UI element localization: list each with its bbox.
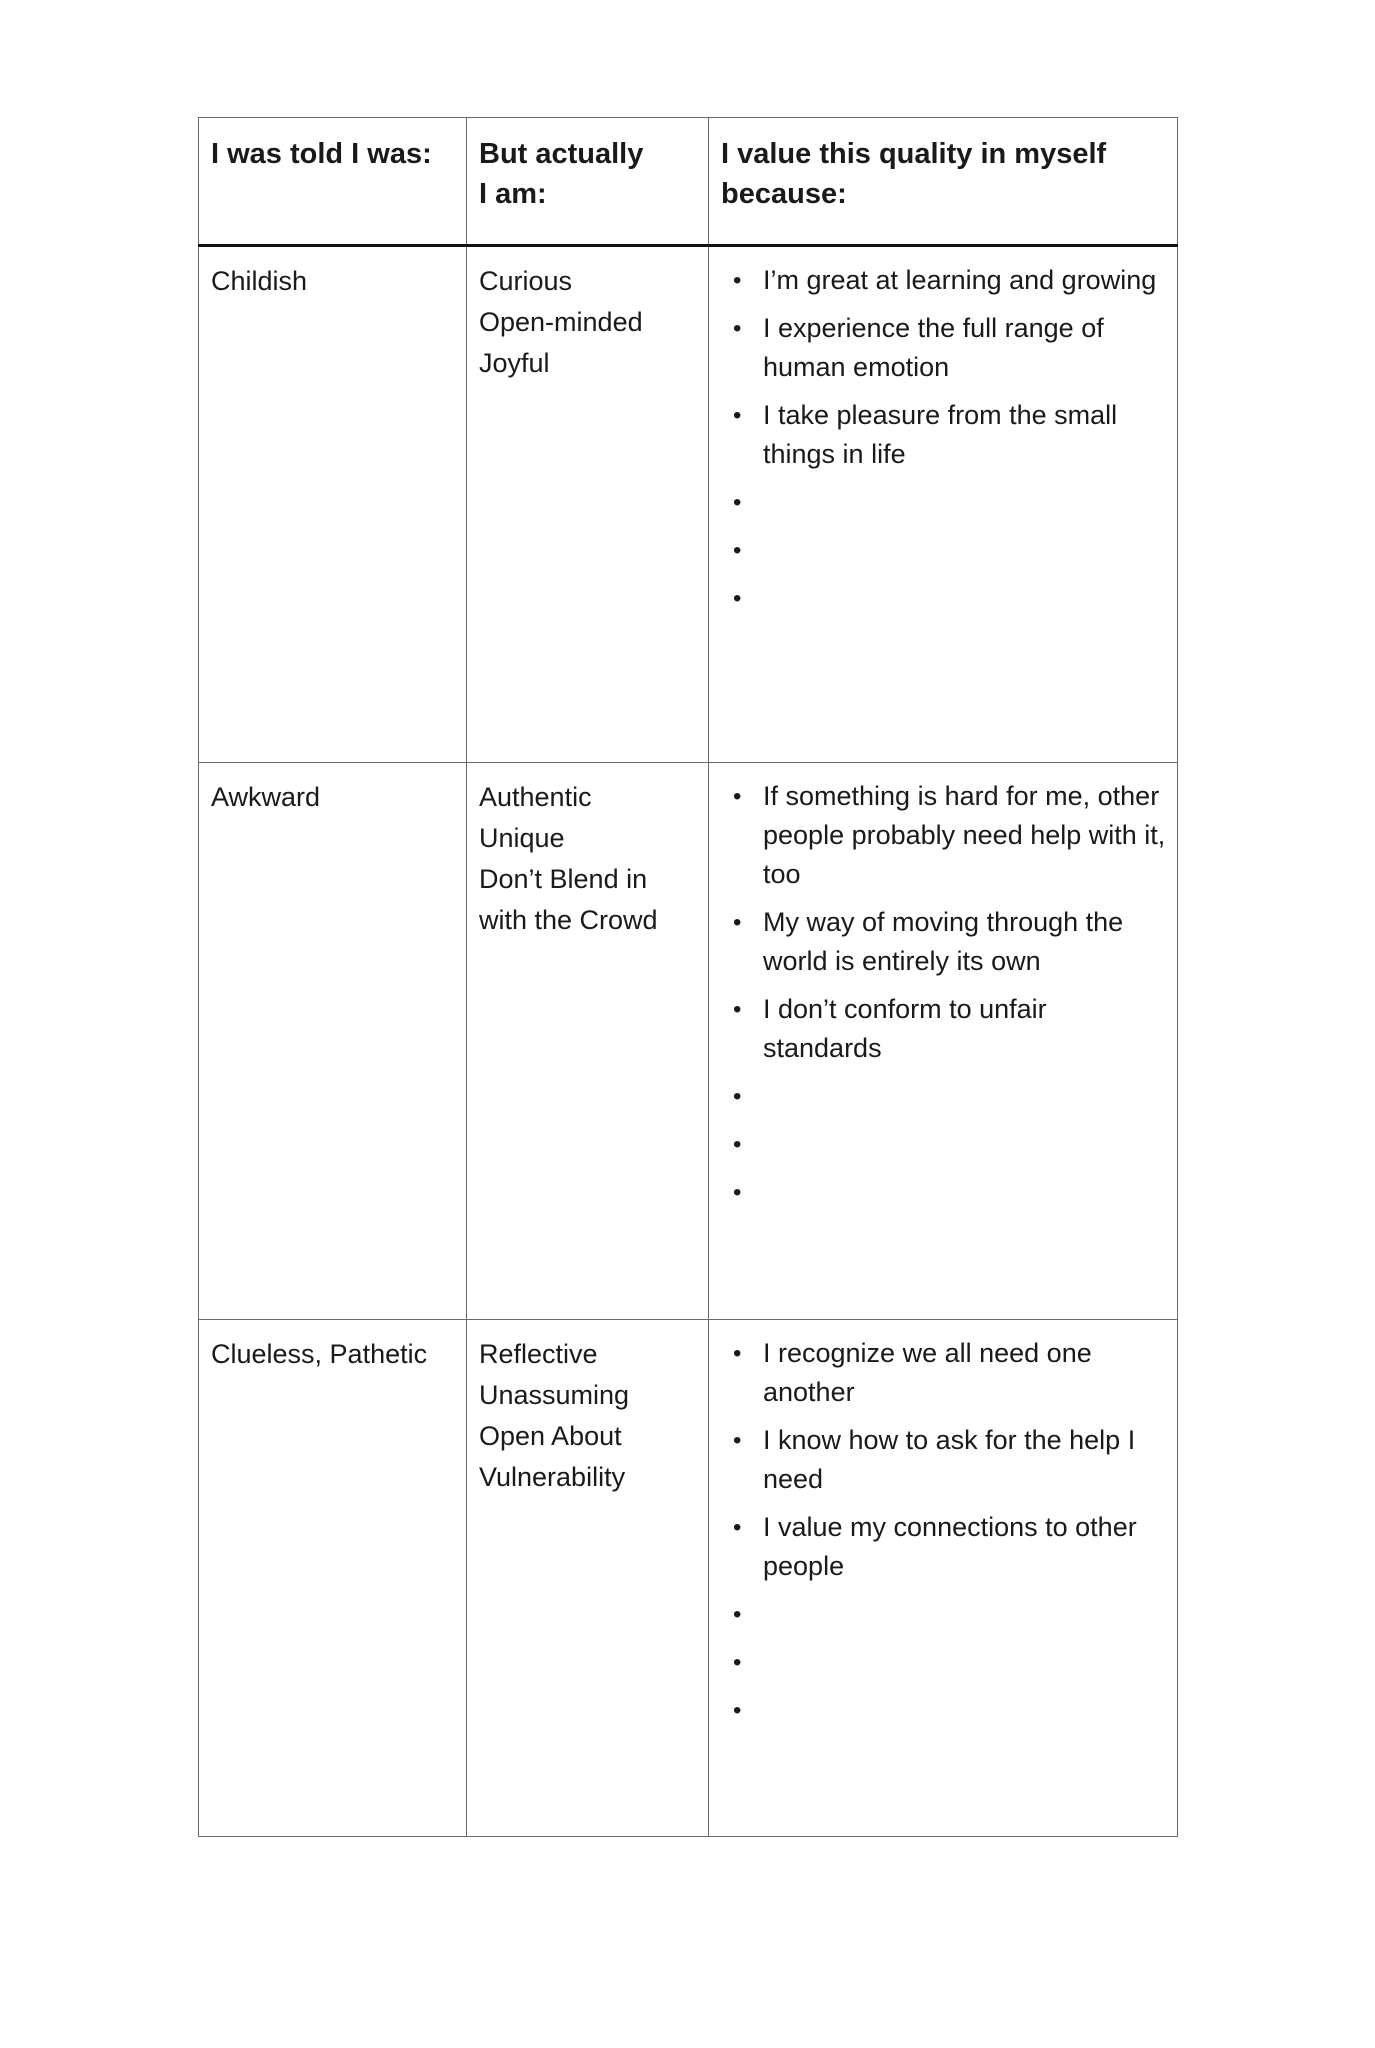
quality-item: Don’t Blend in xyxy=(479,864,648,894)
reason-item-blank xyxy=(733,1691,1167,1730)
reason-item: • If something is hard for me, other people probably need help with it, too xyxy=(733,777,1167,894)
reason-item: • I’m great at learning and growing xyxy=(733,261,1167,300)
header-actually xyxy=(467,118,709,246)
reason-item: • I know how to ask for the help I need xyxy=(733,1421,1167,1499)
header-row xyxy=(199,118,1178,246)
reason-item-blank xyxy=(733,483,1167,522)
reasons-cell xyxy=(709,246,1178,763)
reason-item-blank xyxy=(733,1125,1167,1164)
header-value xyxy=(709,118,1178,246)
header-actually-line1: But actually xyxy=(479,138,644,170)
reason-item: • My way of moving through the world is entirely its own xyxy=(733,903,1167,981)
told-cell xyxy=(199,763,467,1320)
reason-item-blank xyxy=(733,1595,1167,1634)
actually-cell xyxy=(467,1320,709,1837)
quality-item: Unassuming xyxy=(479,1380,630,1410)
quality-item: Unique xyxy=(479,823,565,853)
reasons-cell xyxy=(709,763,1178,1320)
reason-item: • I take pleasure from the small things in life xyxy=(733,396,1167,474)
quality-item: Joyful xyxy=(479,348,550,378)
header-told-label: I was told I was: xyxy=(211,138,432,170)
actually-cell xyxy=(467,763,709,1320)
self-worth-table xyxy=(198,117,1178,1837)
quality-item: Authentic xyxy=(479,782,592,812)
header-told xyxy=(199,118,467,246)
quality-item: Reflective xyxy=(479,1339,598,1369)
reason-item: • I value my connections to other people xyxy=(733,1508,1167,1586)
quality-item: Open-minded xyxy=(479,307,643,337)
quality-item: Vulnerability xyxy=(479,1462,626,1492)
reason-list xyxy=(721,777,1167,1212)
told-text: Childish xyxy=(211,266,308,296)
told-text: Clueless, Pathetic xyxy=(211,1339,428,1369)
quality-item: with the Crowd xyxy=(479,905,658,935)
reason-item-blank xyxy=(733,531,1167,570)
reason-item-blank xyxy=(733,1077,1167,1116)
header-value-line2: because: xyxy=(721,178,847,210)
table-row xyxy=(199,246,1178,763)
quality-item: Open About xyxy=(479,1421,622,1451)
header-value-line1: I value this quality in myself xyxy=(721,138,1107,170)
table-row xyxy=(199,763,1178,1320)
reason-item-blank xyxy=(733,1643,1167,1682)
actually-cell xyxy=(467,246,709,763)
reason-item: • I don’t conform to unfair standards xyxy=(733,990,1167,1068)
reason-item-blank xyxy=(733,579,1167,618)
reasons-cell xyxy=(709,1320,1178,1837)
reason-list xyxy=(721,1334,1167,1730)
told-text: Awkward xyxy=(211,782,321,812)
told-cell xyxy=(199,246,467,763)
reason-list xyxy=(721,261,1167,618)
quality-item: Curious xyxy=(479,266,573,296)
table-row xyxy=(199,1320,1178,1837)
header-actually-line2: I am: xyxy=(479,178,547,210)
told-cell xyxy=(199,1320,467,1837)
reason-item: • I recognize we all need one another xyxy=(733,1334,1167,1412)
reason-item: • I experience the full range of human emotion xyxy=(733,309,1167,387)
reason-item-blank xyxy=(733,1173,1167,1212)
